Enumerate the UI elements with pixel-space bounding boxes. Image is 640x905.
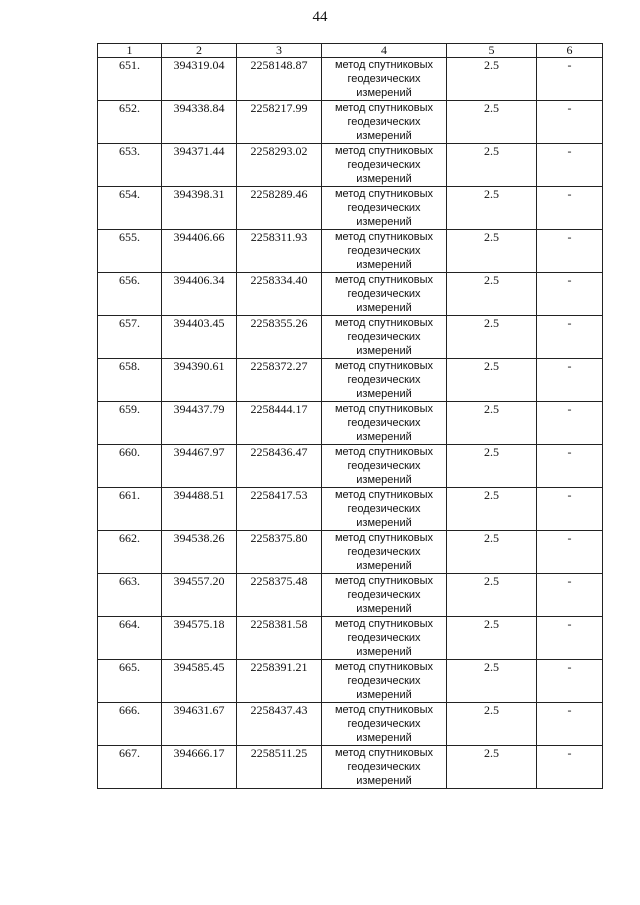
accuracy-cell: 2.5: [447, 316, 537, 359]
x-coordinate-cell: 394437.79: [162, 402, 237, 445]
method-cell: метод спутниковых геодезических измерений: [322, 144, 447, 187]
method-cell: метод спутниковых геодезических измерений: [322, 531, 447, 574]
table-row: [98, 746, 603, 789]
note-cell: -: [537, 402, 603, 445]
column-header: 6: [537, 44, 603, 58]
y-coordinate-cell: 2258436.47: [237, 445, 322, 488]
note-cell: -: [537, 531, 603, 574]
method-cell: метод спутниковых геодезических измерений: [322, 273, 447, 316]
y-coordinate-cell: 2258375.48: [237, 574, 322, 617]
accuracy-cell: 2.5: [447, 531, 537, 574]
y-coordinate-cell: 2258375.80: [237, 531, 322, 574]
method-cell: метод спутниковых геодезических измерений: [322, 316, 447, 359]
y-coordinate-cell: 2258391.21: [237, 660, 322, 703]
accuracy-cell: 2.5: [447, 187, 537, 230]
y-coordinate-cell: 2258289.46: [237, 187, 322, 230]
method-cell: метод спутниковых геодезических измерений: [322, 660, 447, 703]
table-header-row: [98, 44, 603, 58]
point-number-cell: 666.: [98, 703, 162, 746]
x-coordinate-cell: 394371.44: [162, 144, 237, 187]
note-cell: -: [537, 746, 603, 789]
table-row: [98, 574, 603, 617]
x-coordinate-cell: 394403.45: [162, 316, 237, 359]
accuracy-cell: 2.5: [447, 488, 537, 531]
method-cell: метод спутниковых геодезических измерений: [322, 402, 447, 445]
point-number-cell: 662.: [98, 531, 162, 574]
note-cell: -: [537, 230, 603, 273]
accuracy-cell: 2.5: [447, 445, 537, 488]
page-number: 44: [312, 9, 328, 25]
accuracy-cell: 2.5: [447, 58, 537, 101]
point-number-cell: 659.: [98, 402, 162, 445]
note-cell: -: [537, 144, 603, 187]
point-number-cell: 665.: [98, 660, 162, 703]
y-coordinate-cell: 2258381.58: [237, 617, 322, 660]
x-coordinate-cell: 394538.26: [162, 531, 237, 574]
table-body: [98, 58, 603, 789]
method-cell: метод спутниковых геодезических измерений: [322, 617, 447, 660]
y-coordinate-cell: 2258511.25: [237, 746, 322, 789]
accuracy-cell: 2.5: [447, 617, 537, 660]
method-cell: метод спутниковых геодезических измерений: [322, 187, 447, 230]
table-row: [98, 101, 603, 144]
y-coordinate-cell: 2258311.93: [237, 230, 322, 273]
method-cell: метод спутниковых геодезических измерений: [322, 101, 447, 144]
method-cell: метод спутниковых геодезических измерений: [322, 488, 447, 531]
accuracy-cell: 2.5: [447, 273, 537, 316]
point-number-cell: 657.: [98, 316, 162, 359]
point-number-cell: 652.: [98, 101, 162, 144]
column-header: 1: [98, 44, 162, 58]
note-cell: -: [537, 617, 603, 660]
x-coordinate-cell: 394338.84: [162, 101, 237, 144]
column-header: 2: [162, 44, 237, 58]
accuracy-cell: 2.5: [447, 402, 537, 445]
table-row: [98, 144, 603, 187]
column-header: 4: [322, 44, 447, 58]
x-coordinate-cell: 394666.17: [162, 746, 237, 789]
method-cell: метод спутниковых геодезических измерений: [322, 58, 447, 101]
table-row: [98, 703, 603, 746]
table-row: [98, 617, 603, 660]
table-row: [98, 359, 603, 402]
y-coordinate-cell: 2258372.27: [237, 359, 322, 402]
table-row: [98, 273, 603, 316]
y-coordinate-cell: 2258437.43: [237, 703, 322, 746]
x-coordinate-cell: 394488.51: [162, 488, 237, 531]
x-coordinate-cell: 394575.18: [162, 617, 237, 660]
point-number-cell: 658.: [98, 359, 162, 402]
accuracy-cell: 2.5: [447, 230, 537, 273]
x-coordinate-cell: 394585.45: [162, 660, 237, 703]
method-cell: метод спутниковых геодезических измерений: [322, 703, 447, 746]
note-cell: -: [537, 58, 603, 101]
y-coordinate-cell: 2258148.87: [237, 58, 322, 101]
y-coordinate-cell: 2258334.40: [237, 273, 322, 316]
method-cell: метод спутниковых геодезических измерений: [322, 359, 447, 402]
method-cell: метод спутниковых геодезических измерений: [322, 445, 447, 488]
column-header: 3: [237, 44, 322, 58]
accuracy-cell: 2.5: [447, 359, 537, 402]
table-row: [98, 230, 603, 273]
table-row: [98, 402, 603, 445]
table-row: [98, 187, 603, 230]
x-coordinate-cell: 394319.04: [162, 58, 237, 101]
table-row: [98, 316, 603, 359]
method-cell: метод спутниковых геодезических измерений: [322, 230, 447, 273]
table-row: [98, 58, 603, 101]
note-cell: -: [537, 445, 603, 488]
accuracy-cell: 2.5: [447, 746, 537, 789]
point-number-cell: 653.: [98, 144, 162, 187]
note-cell: -: [537, 488, 603, 531]
x-coordinate-cell: 394631.67: [162, 703, 237, 746]
point-number-cell: 656.: [98, 273, 162, 316]
y-coordinate-cell: 2258417.53: [237, 488, 322, 531]
table-row: [98, 488, 603, 531]
x-coordinate-cell: 394467.97: [162, 445, 237, 488]
accuracy-cell: 2.5: [447, 101, 537, 144]
point-number-cell: 654.: [98, 187, 162, 230]
y-coordinate-cell: 2258444.17: [237, 402, 322, 445]
accuracy-cell: 2.5: [447, 574, 537, 617]
column-header: 5: [447, 44, 537, 58]
note-cell: -: [537, 273, 603, 316]
point-number-cell: 663.: [98, 574, 162, 617]
x-coordinate-cell: 394406.66: [162, 230, 237, 273]
note-cell: -: [537, 187, 603, 230]
accuracy-cell: 2.5: [447, 144, 537, 187]
note-cell: -: [537, 574, 603, 617]
point-number-cell: 664.: [98, 617, 162, 660]
y-coordinate-cell: 2258217.99: [237, 101, 322, 144]
table-row: [98, 660, 603, 703]
x-coordinate-cell: 394390.61: [162, 359, 237, 402]
point-number-cell: 655.: [98, 230, 162, 273]
table-row: [98, 445, 603, 488]
note-cell: -: [537, 101, 603, 144]
note-cell: -: [537, 660, 603, 703]
accuracy-cell: 2.5: [447, 660, 537, 703]
note-cell: -: [537, 359, 603, 402]
y-coordinate-cell: 2258355.26: [237, 316, 322, 359]
x-coordinate-cell: 394398.31: [162, 187, 237, 230]
y-coordinate-cell: 2258293.02: [237, 144, 322, 187]
point-number-cell: 661.: [98, 488, 162, 531]
x-coordinate-cell: 394406.34: [162, 273, 237, 316]
point-number-cell: 660.: [98, 445, 162, 488]
note-cell: -: [537, 316, 603, 359]
method-cell: метод спутниковых геодезических измерений: [322, 746, 447, 789]
note-cell: -: [537, 703, 603, 746]
method-cell: метод спутниковых геодезических измерений: [322, 574, 447, 617]
x-coordinate-cell: 394557.20: [162, 574, 237, 617]
accuracy-cell: 2.5: [447, 703, 537, 746]
point-number-cell: 667.: [98, 746, 162, 789]
point-number-cell: 651.: [98, 58, 162, 101]
coordinates-table: [97, 43, 603, 789]
table-row: [98, 531, 603, 574]
